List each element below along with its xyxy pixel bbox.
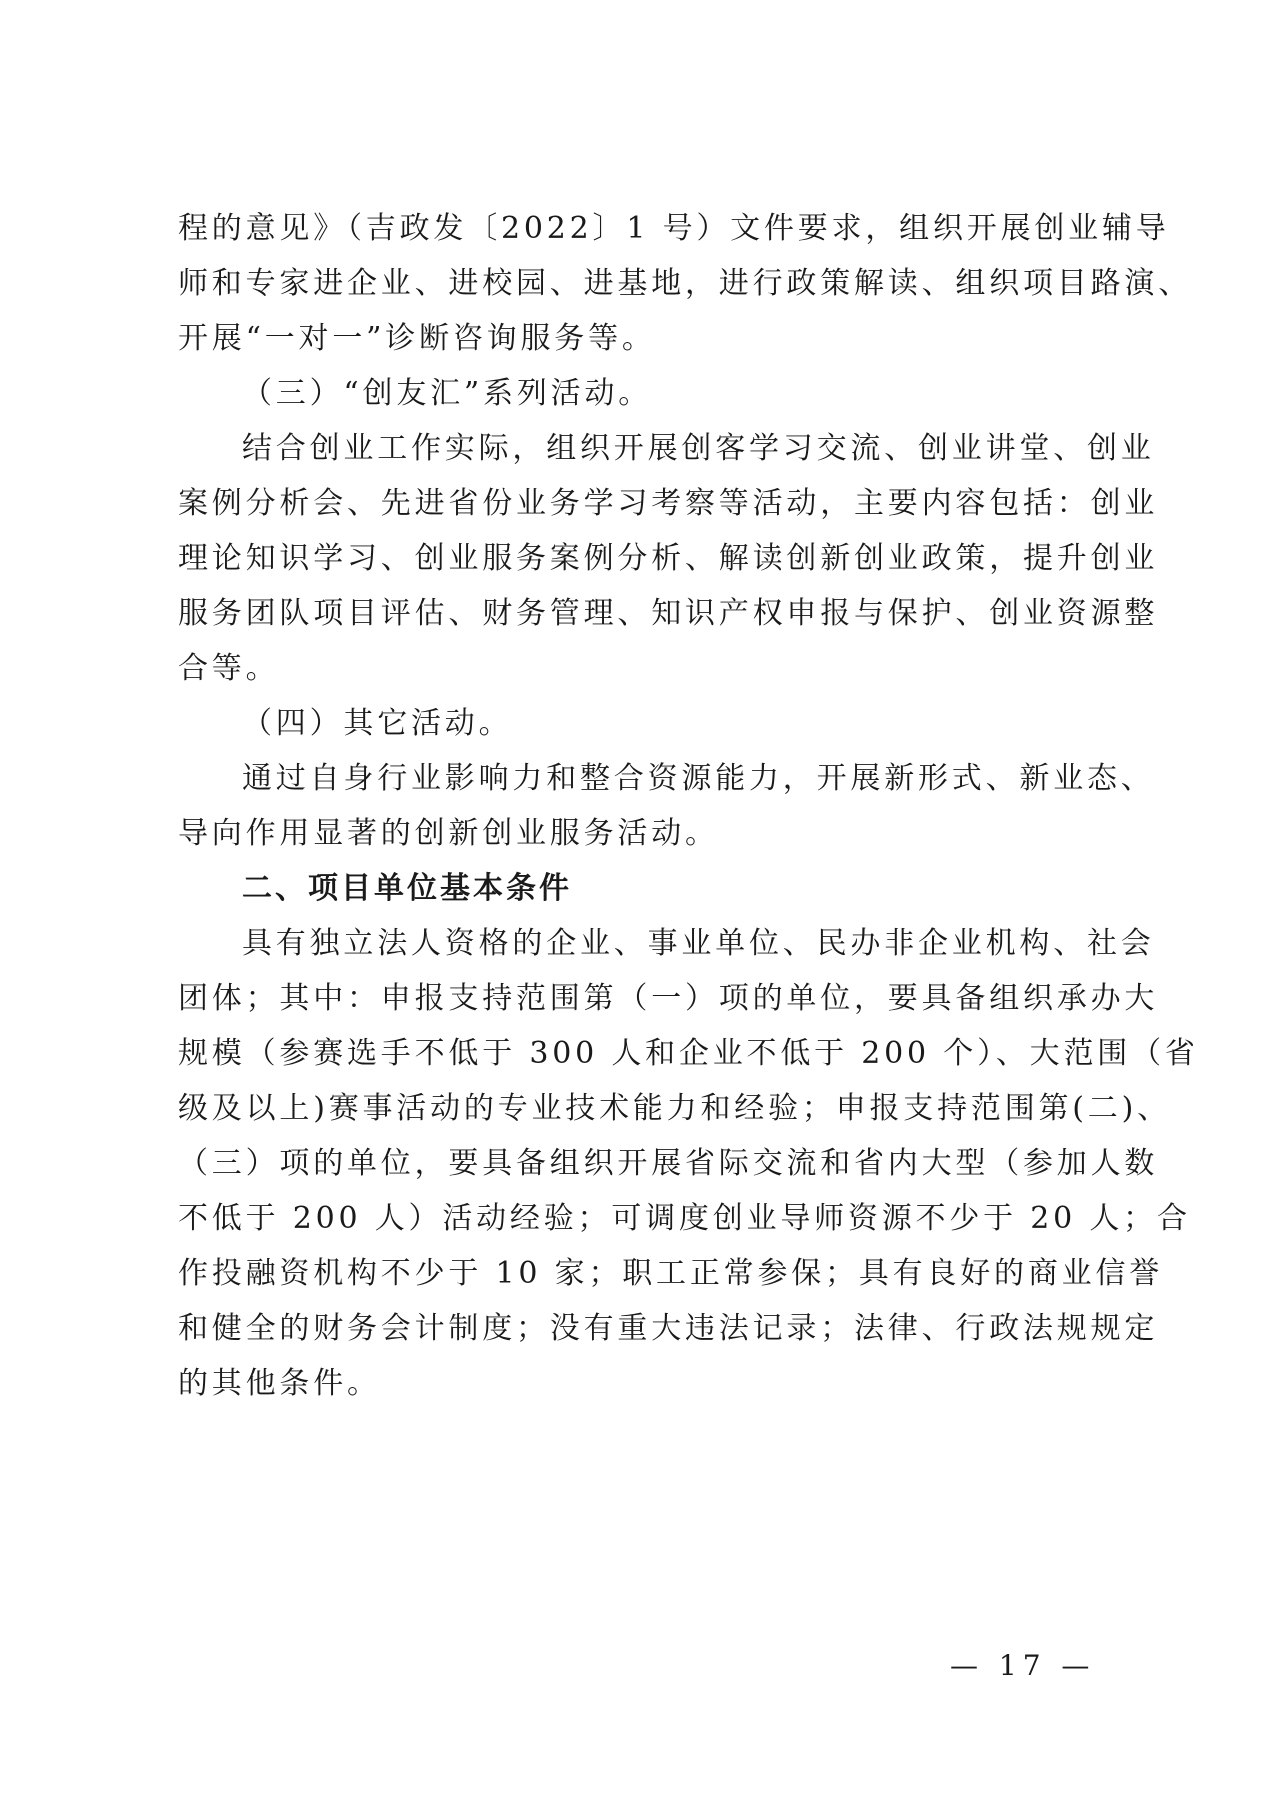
body-text-line: 团体；其中：申报支持范围第（一）项的单位，要具备组织承办大	[178, 981, 1159, 1016]
body-text-line: 具有独立法人资格的企业、事业单位、民办非企业机构、社会	[242, 926, 1155, 961]
body-text-line: 的其他条件。	[178, 1366, 381, 1401]
body-text-line: 导向作用显著的创新创业服务活动。	[178, 816, 719, 851]
body-text-line: 规模（参赛选手不低于 300 人和企业不低于 200 个）、大范围（省	[178, 1036, 1199, 1071]
body-text-line: 级及以上)赛事活动的专业技术能力和经验；申报支持范围第(二)、	[178, 1091, 1171, 1126]
body-text-line: 不低于 200 人）活动经验；可调度创业导师资源不少于 20 人；合	[178, 1201, 1191, 1236]
body-text-line: 师和专家进企业、进校园、进基地，进行政策解读、组织项目路演、	[178, 266, 1192, 301]
section-subheading: （四）其它活动。	[242, 706, 513, 741]
body-text-line: 服务团队项目评估、财务管理、知识产权申报与保护、创业资源整	[178, 596, 1159, 631]
section-subheading: （三）“创友汇”系列活动。	[242, 376, 653, 411]
body-text-line: 作投融资机构不少于 10 家；职工正常参保；具有良好的商业信誉	[178, 1256, 1164, 1291]
body-text-line: 开展“一对一”诊断咨询服务等。	[178, 321, 656, 356]
body-text-line: （三）项的单位，要具备组织开展省际交流和省内大型（参加人数	[178, 1146, 1159, 1181]
page-number: — 17 —	[950, 1649, 1096, 1682]
body-text-line: 案例分析会、先进省份业务学习考察等活动，主要内容包括：创业	[178, 486, 1159, 521]
section-heading: 二、项目单位基本条件	[242, 871, 572, 906]
body-text-line: 结合创业工作实际，组织开展创客学习交流、创业讲堂、创业	[242, 431, 1155, 466]
body-text-line: 通过自身行业影响力和整合资源能力，开展新形式、新业态、	[242, 761, 1155, 796]
body-text-line: 程的意见》（吉政发〔2022〕1 号）文件要求，组织开展创业辅导	[178, 211, 1170, 246]
body-text-line: 理论知识学习、创业服务案例分析、解读创新创业政策，提升创业	[178, 541, 1159, 576]
body-text-line: 和健全的财务会计制度；没有重大违法记录；法律、行政法规规定	[178, 1311, 1159, 1346]
body-text-line: 合等。	[178, 651, 280, 686]
